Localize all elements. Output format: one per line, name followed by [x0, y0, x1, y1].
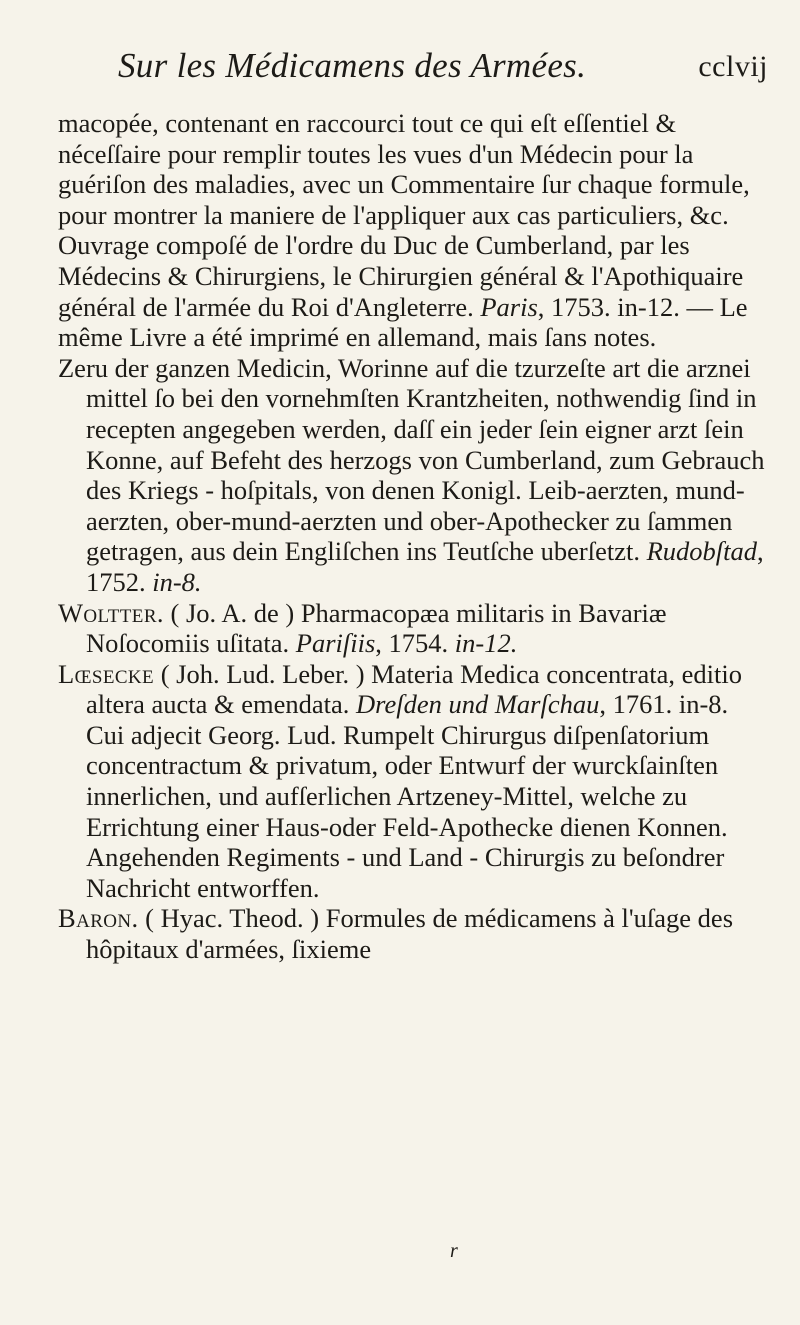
entry-text: ( Joh. Lud. Leber. ) Materia Medica concentrata, editio altera aucta & emendata.	[86, 658, 742, 720]
bibliography-entry	[58, 108, 770, 353]
entry-text: , 1753. in-12. — Le même Livre a été imprimé en allemand, mais ſans notes.	[58, 291, 748, 353]
entry-place: Rudobſtad	[646, 536, 758, 567]
page-header	[118, 46, 768, 94]
signature-mark: r	[450, 1240, 458, 1262]
bibliography-text	[58, 108, 770, 965]
entry-place: Paris	[480, 291, 538, 322]
entry-author: Woltter.	[58, 597, 164, 628]
bibliography-entry	[58, 598, 770, 659]
bibliography-entry	[58, 659, 770, 904]
entry-author: Lœsecke	[58, 658, 155, 689]
bibliography-entry	[58, 903, 770, 964]
entry-place: Pariſiis	[295, 628, 376, 659]
entry-format: in-12.	[454, 628, 518, 659]
entry-format: in-8.	[152, 566, 202, 597]
entry-text: ( Hyac. Theod. ) Formules de médicamens à l'uſage des hôpitaux d'armées, ſixieme	[86, 903, 734, 965]
entry-place: Dreſden und Marſchau	[356, 689, 600, 720]
running-title: Sur les Médicamens des Armées.	[118, 46, 587, 85]
bibliography-entry	[58, 353, 770, 598]
entry-text: macopée, contenant en raccourci tout ce qui eſt eſſentiel & néceſſaire pour remplir toutes les vues d'un Médecin pour la guériſon des maladies, avec un Commentaire ſur chaque formule, pour montrer la maniere de l'appliquer aux cas particuliers, &c. Ouvrage compoſé de l'ordre du Duc de Cumberland, par les Médecins & Chirurgiens, le Chirurgien général & l'Apothiquaire général de l'armée du Roi d'Angleterre.	[58, 108, 750, 322]
entry-text: , 1761. in-8. Cui adjecit Georg. Lud. Rumpelt Chirurgus diſpenſatorium concentractum & privatum, oder Entwurf der wurckſainſten innerlichen, und aufſerlichen Artzeney-Mittel, welche zu Errichtung einer Haus-oder Feld-Apothecke dienen Konnen. Angehenden Regiments - und Land - Chirurgis zu beſondrer Nachricht entworffen.	[86, 689, 729, 903]
entry-text: Zeru der ganzen Medicin, Worinne auf die tzurzeſte art die arznei mittel ſo bei den vornehmſten Krantzheiten, nothwendig ſind in recepten angegeben werden, daſſ ein jeder ſein eigner arzt ſein Konne, auf Befeht des herzogs von Cumberland, zum Gebrauch des Kriegs - hoſpitals, von denen Konigl. Leib-aerzten, mund-aerzten, ober-mund-aerzten und ober-Apothecker zu ſammen getragen, aus dein Engliſchen ins Teutſche uberſetzt.	[58, 352, 765, 567]
entry-text: ( Jo. A. de ) Pharmacopæa militaris in Bavariæ Noſocomiis uſitata.	[86, 597, 667, 659]
entry-text: , 1752.	[86, 536, 764, 597]
entry-author: Baron.	[58, 903, 139, 934]
entry-text: , 1754.	[375, 628, 455, 659]
page-number: cclvij	[698, 50, 768, 83]
